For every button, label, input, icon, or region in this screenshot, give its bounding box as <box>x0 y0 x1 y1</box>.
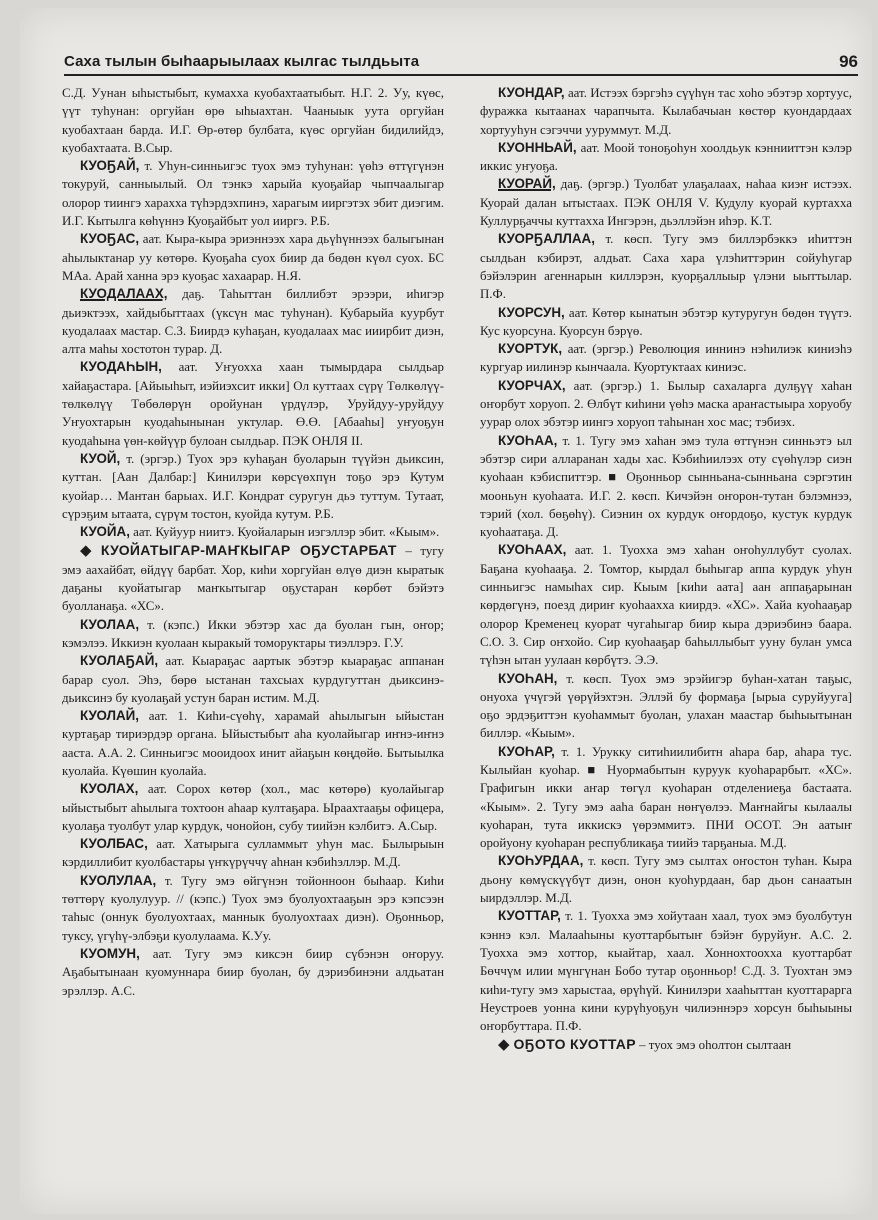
entry-headword: ОҔОТО КУОТТАР <box>513 1036 636 1053</box>
entry-definition: т. көсп. Тугу эмэ биллэрбэккэ иһиттэн сылдьан кэбирэт, алдьат. Саха хара үлэһиттэрин сойуһугар бэйэлэрин агеннарын киллэрэн, куорҕаллыыр үлэни ыыттылар. П.Ф. <box>480 232 852 302</box>
entry-headword: КУОНДАР, <box>498 85 565 100</box>
dictionary-entry <box>480 852 852 907</box>
dictionary-entry <box>62 945 444 1000</box>
entry-definition: аат. Кыра-кыра эриэннээх хара дьүһүннээх балыгынан аһылыктанар уу көтөрө. Куоҕаһа суох биир да бөдөн күөл суох. БС МАа. Арай ханна эрэ куоҕас хахаарар. Н.Я. <box>62 232 444 283</box>
running-title: Саха тылын быһаарыылаах кылгас тылдьыта <box>64 53 420 70</box>
entry-definition: аат. Көтөр кынатын эбэтэр кутуругун бөдөн түүтэ. Кус куорсуна. Куорсун бэрүө. <box>480 305 852 338</box>
entry-headword: КУОДАЛААХ, <box>80 286 168 302</box>
entry-definition: аат. Кыараҕас аартык эбэтэр кыараҕас аппанан барар суол. Эһэ, бөрө ыстанан тахсыах курдугуттан дьиксинэ-дьиксинэ бу куолаҕай устун баран истим. М.Д. <box>62 654 444 705</box>
entry-definition: т. (кэпс.) Икки эбэтэр хас да буолан гын, оҥор; кэмэлээ. Иккиэн куолаан кыракый томоруктары тиэллэрэ. Г.У. <box>62 617 444 650</box>
entry-definition: аат. 1. Киһи-сүөһү, харамай аһылыгын ыйыстан куртаҕар тириэрдэр органа. Ыйыстыбыт аһа куолайыгар иҥнэ-иҥнэ ааста. А.А. 2. Синньигэс мооидоох инит айаҕын көңдөйө. Бытыылка куолайа. Күөшин куолайа. <box>62 709 444 778</box>
diamond-icon: ◆ <box>498 1035 510 1054</box>
entry-headword: КУОРАЙ, <box>498 176 556 192</box>
entry-headword: КУОҺУРДАА, <box>498 853 584 869</box>
entry-headword: КУОРСУН, <box>498 304 565 320</box>
entry-definition: т. Уһун-синньигэс туох эмэ туһунан: үөһэ өттүгүнэн токуруй, санныылый. Ол тэнкэ харыйа куоҕайар чыпчаалыгар олорор тиингэ харахха түһэрдэхпинэ, харагым ииргэтэх эбит диэгим. И.Г. Кытылга көһүннэ Куоҕайбыт уол ииргэ. Р.Б. <box>62 159 444 229</box>
entry-headword: КУОЛУЛАА, <box>80 872 157 888</box>
right-column <box>480 84 852 1194</box>
dictionary-entry <box>480 139 852 176</box>
entry-definition: аат. Моой тоноҕоһун хоолдьук кэннииттэн кэлэр иккис уҥуоҕа. <box>480 140 852 174</box>
dictionary-entry <box>480 541 852 669</box>
left-column <box>62 84 444 1194</box>
entry-definition: аат. Уҥуохха хаан тымырдара сылдьар хайаҕастара. [Айыыһыт, иэйиэхсит икки] Ол куттаах сүрү Төлкөлүү-төлкөлүү Төбөлөрүн оройунан үрдүлэр, Уруйдуу-уруйдуу Уҥуохтарын куодаһынынан уктулар. Ө.Ө. [Абааһы] уҥуоҕун куодаһына үөн-көйүүр булоан сылдьар. ПЭК ОНЛЯ II. <box>62 360 444 448</box>
entry-definition: аат. Тугу эмэ киксэн биир сүбэнэн оҥоруу. Аҕабытынаан куомуннара биир буолан, бу дэриэбинэни алдьатан эрэллэр. А.С. <box>62 946 444 998</box>
entry-definition: аат. Куйуур ниитэ. Куойаларын иэгэллэр эбит. «Кыым». <box>133 525 440 540</box>
dictionary-entry <box>480 377 852 432</box>
entry-definition: т. 1. Тугу эмэ хаһан эмэ тула өттүнэн синньэтэ ыл эбэтэр сири алларанан хады хас. Кэбиһиилээх оту сүөһүлэр сиэн куоһаан кэбиспиттэр. ■ Оҕонньор сынньана-сынньана сэргэтин мооньун куоһаата. И.Г. 2. көсп. Кичэйэн оҥорон-тутан бэлэмнээ, тэрий (хол. бөҕөһү). Сиэнин ох курдук оҥордоҕо, кустук курдук куоһаатаҕа. Д. <box>480 433 852 540</box>
entry-definition: аат. Сорох көтөр (хол., мас көтөрө) куолайыгар ыйыстыбыт аһылыга тохтоон аһаар култаҕара. Ыраахтааҕы офицера, куолаҕа туолбут улар курдук, чонойон, субу тиийэн кэлбитэ. А.Сыр. <box>62 782 444 833</box>
running-head <box>64 46 858 76</box>
dictionary-entry <box>62 450 444 523</box>
dictionary-entry <box>62 84 444 157</box>
entry-definition: аат. Истээх бэргэһэ сүүһүн тас хоһо эбэтэр хортууc, фуражка кытаанах чарапчыта. Кылабачыан көстөр куондардаах хортууһун сэгэччи ууруммут. М.Д. <box>480 86 852 137</box>
dictionary-entry <box>480 743 852 853</box>
dictionary-entry <box>480 907 852 1035</box>
entry-definition: т. 1. Туохха эмэ хойутаан хаал, туох эмэ буолбутун кэннэ кэл. Малааһыны куоттарбытыҥ бэйэҥ буруйуҥ. А.С. 2. Туохха эмэ хоттор, кыайтар, хаал. Хоннохтоохха куоттарбат Бөччүм илии мүнгүнан Бобо тутар оҕонньор! С.Д. 3. Туохтан эмэ киһи-тугу эмэ харыстаа, өрүһүй. Кинилэри хааһыттан куоттарарга Неустроев уонна кини курүһуоҕун чилиэннэрэ хорсун быһыыны оҥорбуттара. П.Ф. <box>480 909 852 1034</box>
entry-definition: – туох эмэ оһолтон сылтаан <box>639 1038 792 1053</box>
dictionary-entry <box>480 304 852 341</box>
entry-headword: КУОЛАҔАЙ, <box>80 653 159 669</box>
entry-headword: КУОРҔАЛЛАА, <box>498 231 595 247</box>
entry-definition: т. 1. Урукку ситиһиилибитн аһара бар, аһара тус. Кылыйан куоһар. ■ Нуормабытын куруук куоһарарбыт. «ХС». Графигын икки аҥар төгүл куоһаран отделениеҕа бастаата. «Кыым». 2. Тугу эмэ ааһа баран нөҥүөлээ. Маҥнайгы кылаалы куоһаран, тута иккискэ үөрэммитэ. ПНИ ОСОТ. Эн аатыҥ оройуону куоһаран республикаҕа тиийэ тарҕаныа. М.Д. <box>480 744 852 851</box>
entry-definition: аат. (эргэр.) 1. Былыр сахаларга дулҕүү хаһан оҥорбут хоруоп. 2. Өлбүт киһини үөһэ маска араҥастыыра хоруобу уурар олох эбэтэр иингэ хоруоп таһынан хос мас; тэбиэх. <box>480 378 852 430</box>
dictionary-entry <box>480 1035 852 1054</box>
entry-definition: С.Д. Уунан ыһыстыбыт, кумахха куобахтаатыбыт. Н.Г. 2. Уу, күөс, үүт туһунан: оргуйан өрө ыһыахтан. Чааныык уута оргуйан куобахтаан барда. И.Г. Өр-өтөр булбата, күөс оргуйан бидилийдэ, куобахтаата. В.Сыр. <box>62 86 444 155</box>
dictionary-entry <box>480 230 852 303</box>
entry-headword: КУОЙАТЫГАР-МАҤКЫГАР ОҔУСТАРБАТ <box>100 542 397 559</box>
entry-definition: аат. (эргэр.) Революция иннинэ нэһилиэк киниэһэ кургуар иилинэр кынчаала. Куортуктаах киниэс. <box>480 342 852 375</box>
entry-definition: аат. Хатырыга сулламмыт уһун мас. Былырыын кэрдиллибит куолбастары үҥкүрүччү аһнан кэбиһэллэр. М.Д. <box>62 837 444 870</box>
entry-headword: КУОТТАР, <box>498 908 561 924</box>
entry-headword: КУОРЧАХ, <box>498 377 566 393</box>
entry-headword: КУОҔАЙ, <box>80 158 140 174</box>
dictionary-entry <box>62 157 444 230</box>
entry-definition: аат. 1. Туохха эмэ хаһан оҥоһуллубут суолах. Баҕана куоһааҕа. 2. Томтор, кырдал быһыгар аппа курдук уһун синньигэс намыһах сир. Кыым [киһи аата] аан аппаҕарынан көрдөгүнэ, поезд дириҥ куоһаахха киирдэ. «ХС». Хайа куоһааҕар олорор Кременец куорат чугаһыгар биир кыра дэриэбинэ баара. С.О. 3. Сир оҥхойо. Сир куоһааҕар баһыллыбыт ууну булан умса түһэн ытан уулаан көрбүтэ. Э.Э. <box>480 543 852 668</box>
entry-definition: т. көсп. Туох эмэ эрэйигэр буһан-хатан таҕыс, онуоха үчүгэй үөрүйэхтэн. Эллэй бу формаҕа [ырыа суруйууга] оҕо эрдэҕиттэн куоһаммыт буолан, улахан маастар быһыытынан биллэр. «Кыым». <box>480 671 852 741</box>
dictionary-entry <box>480 84 852 139</box>
dictionary-entry <box>62 285 444 358</box>
entry-headword: КУОЛАЙ, <box>80 708 139 724</box>
dictionary-entry <box>480 670 852 743</box>
entry-headword: КУОЛАХ, <box>80 781 139 797</box>
entry-definition: т. Тугу эмэ өйгүнэн тойонноон быһаар. Киһи төттөрү куолулуур. // (кэпс.) Туох эмэ буолуохтааҕын эрэ кэпсээн таһыс (оннук буолуохтаах, маннык буолуохтаах диэн). Оҕонньор, туксу, үгүһү-элбэҕи куолулаама. К.Уу. <box>62 873 444 943</box>
dictionary-entry <box>62 358 444 449</box>
entry-headword: КУОДАҺЫН, <box>80 359 162 375</box>
entry-definition: даҕ. (эргэр.) Туолбат улаҕалаах, наһаа киэҥ истээх. Куорай далан ытыстаах. ПЭК ОНЛЯ V. Кудулу куорай куртахха Куллурҕаччы куттахха Ингэрэн, дьэллэйэн иһэр. К.Т. <box>480 177 852 229</box>
dictionary-entry <box>62 707 444 780</box>
dictionary-entry <box>62 872 444 945</box>
dictionary-entry <box>480 340 852 377</box>
dictionary-entry <box>62 541 444 615</box>
entry-headword: КУОРТУК, <box>498 341 563 357</box>
dictionary-entry <box>62 835 444 872</box>
dictionary-entry <box>62 523 444 541</box>
diamond-icon: ◆ <box>80 541 97 560</box>
entry-definition: т. (эргэр.) Туох эрэ куһаҕан буоларын түүйэн дьиксин, куттан. [Аан Далбар:] Кинилэри көрсүөхпүн тоҕо эрэ Кутум куойар… Мантан барыах. И.Г. Кондрат суругун дьэ туттум. Тутаат, сүрэҕим ытаата, сүрүм тостон, куойда кутум. Р.Б. <box>62 451 444 521</box>
entry-headword: КУОЛБАС, <box>80 836 148 852</box>
entry-headword: КУОҺАН, <box>498 670 558 686</box>
entry-headword: КУОЙ, <box>80 450 121 466</box>
page-number: 96 <box>839 52 858 71</box>
entry-headword: КУОННЬАЙ, <box>498 139 577 155</box>
dictionary-entry <box>480 432 852 542</box>
entry-definition: даҕ. Таһыттан биллибэт эрээри, иһигэр дьиэктээх, хайдыбыттаах (үксүн мас туһунан). Кубарыйа куурбут куодалаах мастар. С.З. Биирдэ куһаҕан, куодалаах мас ииирбит диэн, алта маһы хостотон турар. Д. <box>62 287 444 357</box>
entry-headword: КУОЙА, <box>80 524 130 540</box>
dictionary-entry <box>62 780 444 835</box>
entry-definition: т. көсп. Тугу эмэ сылтах оҥостон туһан. Кыра дьону көмүскүүбүт диэн, онон куоһурдаан, бар дьон санаатын ыирдэллэр. М.Д. <box>480 854 852 906</box>
dictionary-entry <box>62 616 444 653</box>
entry-headword: КУОҔАС, <box>80 231 140 247</box>
entry-definition: – тугу эмэ аахайбат, өйдүү барбат. Хор, киһи хоргуйан өлүө диэн кыратык даҕаны куойатыгар маҥкытыгар оҕустаран көрбөт бэйэтэ буолланаҕа. «ХС». <box>62 544 444 614</box>
dictionary-entry <box>62 230 444 285</box>
entry-headword: КУОҺААХ, <box>498 542 567 558</box>
entry-headword: КУОЛАА, <box>80 616 140 632</box>
entry-headword: КУОҺАР, <box>498 743 555 759</box>
dictionary-entry <box>62 652 444 707</box>
dictionary-entry <box>480 175 852 230</box>
entry-headword: КУОҺАА, <box>498 432 558 448</box>
entry-headword: КУОМУН, <box>80 945 140 961</box>
